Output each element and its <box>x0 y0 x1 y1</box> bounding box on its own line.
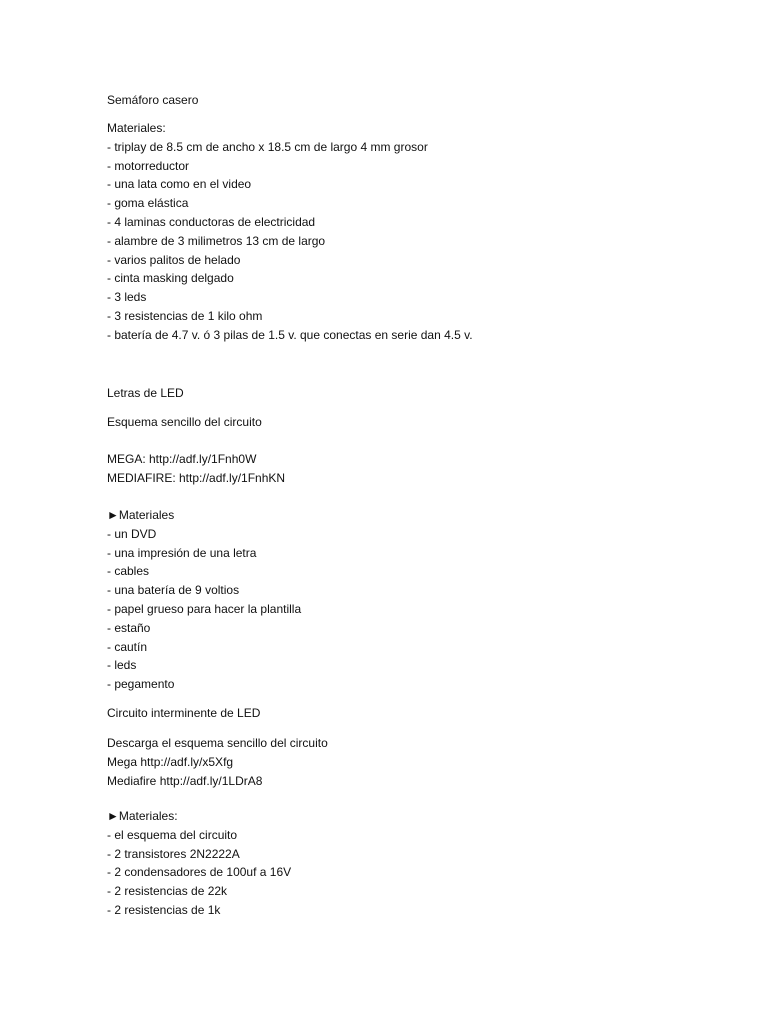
list-item: - batería de 4.7 v. ó 3 pilas de 1.5 v. que conectas en serie dan 4.5 v. <box>107 327 473 342</box>
list-item: - triplay de 8.5 cm de ancho x 18.5 cm de largo 4 mm grosor <box>107 139 428 154</box>
list-item: - varios palitos de helado <box>107 252 241 267</box>
download-link-mediafire[interactable]: MEDIAFIRE: http://adf.ly/1FnhKN <box>107 470 286 485</box>
list-item: - una impresión de una letra <box>107 545 257 560</box>
list-item: - leds <box>107 658 137 673</box>
letras-links <box>107 450 285 488</box>
semaforo-materials <box>107 119 473 345</box>
list-item: - cautín <box>107 639 148 654</box>
list-item: - 4 laminas conductoras de electricidad <box>107 214 316 229</box>
list-item: - el esquema del circuito <box>107 827 238 842</box>
section-title: Circuito interminente de LED <box>107 706 261 720</box>
materials-heading: ►Materiales <box>107 508 175 522</box>
list-item: - 3 leds <box>107 290 147 305</box>
list-item: - cables <box>107 564 150 579</box>
list-item: - 2 transistores 2N2222A <box>107 846 240 861</box>
section-semaforo <box>107 91 198 110</box>
circuito-download <box>107 734 328 790</box>
materials-heading: ►Materiales: <box>107 809 178 823</box>
letras-materials <box>107 506 301 694</box>
download-text: Descarga el esquema sencillo del circuito <box>107 736 328 750</box>
list-item: - una batería de 9 voltios <box>107 583 240 598</box>
list-item: - cinta masking delgado <box>107 271 234 286</box>
list-item: - papel grueso para hacer la plantilla <box>107 601 302 616</box>
download-link-mediafire[interactable]: Mediafire http://adf.ly/1LDrA8 <box>107 773 263 788</box>
circuito-materials <box>107 807 291 920</box>
list-item: - estaño <box>107 620 151 635</box>
list-item: - 2 condensadores de 100uf a 16V <box>107 865 292 880</box>
list-item: - alambre de 3 milimetros 13 cm de largo <box>107 233 326 248</box>
download-link-mega[interactable]: MEGA: http://adf.ly/1Fnh0W <box>107 452 257 466</box>
letras-subtitle-block <box>107 413 262 432</box>
list-item: - una lata como en el video <box>107 177 252 192</box>
section-letras <box>107 384 184 403</box>
list-item: - 3 resistencias de 1 kilo ohm <box>107 308 263 323</box>
list-item: - un DVD <box>107 526 157 541</box>
section-title: Semáforo casero <box>107 93 199 107</box>
list-item: - 2 resistencias de 22k <box>107 884 228 899</box>
list-item: - pegamento <box>107 677 175 692</box>
list-item: - motorreductor <box>107 158 190 173</box>
materials-heading: Materiales: <box>107 121 166 135</box>
section-title: Letras de LED <box>107 386 184 400</box>
download-link-mega[interactable]: Mega http://adf.ly/x5Xfg <box>107 754 234 769</box>
section-subtitle: Esquema sencillo del circuito <box>107 415 262 429</box>
section-circuito <box>107 704 260 723</box>
list-item: - goma elástica <box>107 196 189 211</box>
list-item: - 2 resistencias de 1k <box>107 902 221 917</box>
